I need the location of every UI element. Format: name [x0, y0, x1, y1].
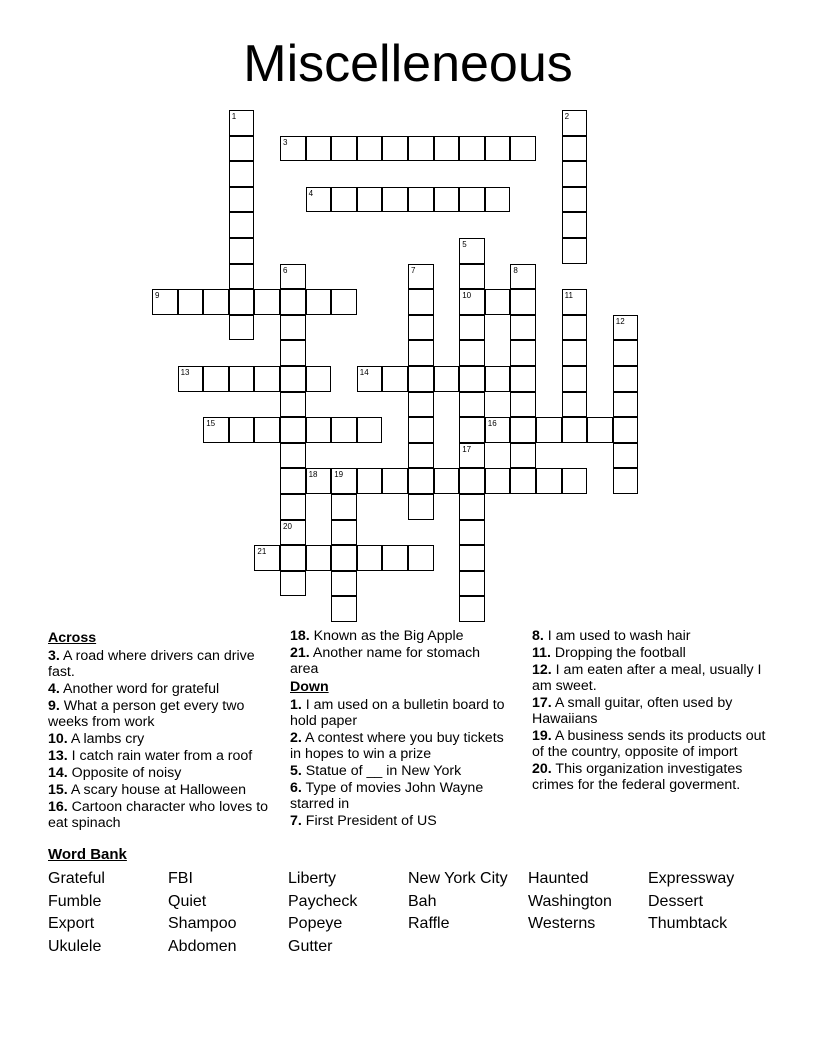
clue-number-label: 17.	[532, 695, 552, 711]
clue-text: Another name for stomach area	[290, 645, 481, 677]
word-bank-word: Ukulele	[48, 937, 102, 955]
across-clue	[48, 765, 278, 781]
grid-cell[interactable]	[306, 289, 332, 315]
puzzle-title: Miscelleneous	[243, 35, 573, 93]
grid-cell[interactable]	[408, 315, 434, 341]
across-heading: Across	[48, 630, 97, 646]
grid-cell[interactable]	[408, 264, 434, 290]
clue-number: 14	[359, 368, 369, 377]
clue-number-label: 14.	[48, 765, 68, 781]
grid-cell[interactable]	[331, 136, 357, 162]
grid-cell[interactable]	[613, 366, 639, 392]
grid-cell[interactable]	[306, 545, 332, 571]
grid-cell[interactable]	[562, 340, 588, 366]
clue-number: 16	[487, 419, 497, 429]
down-clue	[532, 662, 772, 694]
grid-cell[interactable]	[229, 161, 255, 187]
grid-cell[interactable]	[408, 340, 434, 366]
clue-number: 3	[283, 137, 288, 147]
clues-column-1	[48, 628, 278, 832]
grid-cell[interactable]	[562, 110, 588, 136]
down-clue	[532, 628, 772, 644]
clue-number: 2	[564, 112, 570, 121]
clue-number: 18	[308, 470, 318, 480]
clue-number: 17	[462, 444, 472, 454]
across-clue	[48, 698, 278, 730]
grid-cell[interactable]	[562, 289, 588, 315]
grid-cell[interactable]	[331, 289, 357, 315]
grid-cell[interactable]	[280, 289, 306, 315]
grid-cell[interactable]	[510, 417, 536, 443]
down-clue	[532, 645, 772, 661]
clue-number-label: 16.	[48, 799, 68, 815]
clue-number-label: 12.	[532, 662, 552, 678]
grid-cell[interactable]	[280, 392, 306, 418]
word-bank-word: Grateful	[48, 870, 105, 887]
grid-cell[interactable]	[485, 289, 511, 315]
grid-cell[interactable]	[485, 187, 511, 213]
grid-cell[interactable]	[254, 366, 280, 392]
down-clue-list-continued	[532, 628, 772, 793]
clue-number-label: 5.	[290, 763, 302, 779]
grid-cell[interactable]	[434, 187, 460, 213]
clue-number-label: 11.	[532, 645, 551, 661]
clue-text: Another word for grateful	[59, 681, 220, 697]
grid-cell[interactable]	[459, 136, 485, 162]
grid-cell[interactable]	[280, 571, 306, 597]
grid-cell[interactable]	[254, 289, 280, 315]
clue-text: Cartoon character who loves to eat spinach	[48, 799, 269, 831]
grid-cell[interactable]	[254, 417, 280, 443]
grid-cell[interactable]	[357, 468, 383, 494]
clue-number-label: 9.	[48, 698, 60, 714]
grid-cell[interactable]	[459, 238, 485, 264]
word-bank-word: Export	[48, 915, 95, 932]
clue-number: 5	[462, 240, 467, 249]
clue-number: 12	[615, 316, 625, 326]
word-bank-word: Raffle	[408, 915, 450, 932]
down-heading: Down	[290, 679, 329, 695]
grid-cell[interactable]	[306, 417, 332, 443]
clue-number: 1	[231, 112, 237, 121]
grid-cell[interactable]	[229, 110, 255, 136]
clue-number: 4	[308, 188, 314, 198]
clue-number-label: 21.	[290, 645, 310, 661]
grid-cell[interactable]	[331, 571, 357, 597]
grid-cell[interactable]	[280, 520, 306, 546]
grid-cell[interactable]	[459, 392, 485, 418]
across-clue	[48, 799, 278, 831]
grid-cell[interactable]	[562, 366, 588, 392]
grid-cell[interactable]	[510, 340, 536, 366]
clue-text: A small guitar, often used by Hawaiians	[532, 695, 733, 727]
grid-cell[interactable]	[459, 494, 485, 520]
clue-text: I am eaten after a meal, usually I am sweet.	[532, 662, 762, 694]
grid-cell[interactable]	[331, 545, 357, 571]
grid-cell[interactable]	[280, 417, 306, 443]
word-bank-word: Popeye	[288, 915, 343, 932]
across-clue	[48, 748, 278, 764]
clue-number-label: 20.	[532, 761, 552, 777]
clues-column-3	[532, 628, 772, 794]
grid-cell[interactable]	[254, 545, 280, 571]
grid-cell[interactable]	[536, 468, 562, 494]
grid-cell[interactable]	[613, 443, 639, 469]
clue-text: I am used on a bulletin board to hold paper	[290, 697, 505, 729]
grid-cell[interactable]	[613, 340, 639, 366]
clue-text: Opposite of noisy	[67, 765, 182, 781]
grid-cell[interactable]	[587, 417, 613, 443]
down-clue	[290, 730, 512, 762]
grid-cell[interactable]	[459, 340, 485, 366]
word-bank-word: Quiet	[168, 892, 207, 910]
word-bank-word: Washington	[528, 892, 612, 910]
grid-cell[interactable]	[280, 366, 306, 392]
grid-cell[interactable]	[434, 136, 460, 162]
down-clue	[290, 813, 512, 829]
grid-cell[interactable]	[408, 187, 434, 213]
down-clue	[290, 763, 512, 779]
across-clue-list-continued	[290, 628, 512, 677]
clue-number: 9	[155, 291, 160, 301]
clue-number-label: 19.	[532, 728, 552, 744]
clue-text: Known as the Big Apple	[309, 628, 464, 644]
word-bank-word: Gutter	[288, 937, 333, 955]
clue-number: 10	[462, 291, 472, 301]
grid-cell[interactable]	[203, 417, 229, 443]
down-clue	[290, 780, 512, 812]
clue-number: 13	[180, 368, 190, 377]
grid-cell[interactable]	[562, 212, 588, 238]
clue-number: 15	[206, 419, 216, 429]
down-clue	[290, 697, 512, 729]
grid-cell[interactable]	[357, 417, 383, 443]
grid-cell[interactable]	[459, 417, 485, 443]
grid-cell[interactable]	[331, 494, 357, 520]
across-clue-list	[48, 648, 278, 831]
across-clue	[48, 782, 278, 798]
grid-cell[interactable]	[280, 340, 306, 366]
grid-cell[interactable]	[357, 545, 383, 571]
grid-cell[interactable]	[562, 392, 588, 418]
grid-cell[interactable]	[613, 417, 639, 443]
grid-cell[interactable]	[510, 264, 536, 290]
word-bank-word: Westerns	[528, 915, 596, 932]
grid-cell[interactable]	[613, 315, 639, 341]
word-bank-word: Thumbtack	[648, 915, 728, 932]
clue-text: This organization investigates crimes for the federal goverment.	[532, 761, 743, 793]
across-clue	[48, 681, 278, 697]
clue-number-label: 4.	[48, 681, 60, 697]
grid-cell[interactable]	[229, 136, 255, 162]
grid-cell[interactable]	[280, 136, 306, 162]
grid-cell[interactable]	[459, 571, 485, 597]
clue-number: 6	[283, 265, 288, 275]
grid-cell[interactable]	[510, 315, 536, 341]
grid-cell[interactable]	[408, 366, 434, 392]
grid-cell[interactable]	[178, 289, 204, 315]
clue-number-label: 15.	[48, 782, 68, 798]
grid-cell[interactable]	[510, 136, 536, 162]
grid-cell[interactable]	[306, 366, 332, 392]
clue-number-label: 3.	[48, 648, 60, 664]
grid-cell[interactable]	[382, 366, 408, 392]
grid-cell[interactable]	[280, 494, 306, 520]
grid-cell[interactable]	[280, 468, 306, 494]
grid-cell[interactable]	[562, 136, 588, 162]
word-bank-word: Shampoo	[168, 915, 237, 932]
grid-cell[interactable]	[485, 417, 511, 443]
down-clue	[532, 761, 772, 793]
grid-cell[interactable]	[562, 417, 588, 443]
grid-cell[interactable]	[408, 468, 434, 494]
grid-cell[interactable]	[203, 289, 229, 315]
grid-cell[interactable]	[562, 468, 588, 494]
clue-number: 11	[564, 291, 573, 301]
grid-cell[interactable]	[536, 417, 562, 443]
word-bank-word: Dessert	[648, 892, 704, 910]
grid-cell[interactable]	[510, 468, 536, 494]
word-bank-heading: Word Bank	[48, 846, 127, 863]
clue-text: What a person get every two weeks from work	[48, 698, 245, 730]
grid-cell[interactable]	[306, 187, 332, 213]
grid-cell[interactable]	[459, 366, 485, 392]
word-bank-word: Liberty	[288, 870, 337, 887]
clue-text: A lambs cry	[67, 731, 145, 747]
grid-cell[interactable]	[306, 468, 332, 494]
grid-cell[interactable]	[510, 392, 536, 418]
grid-cell[interactable]	[485, 468, 511, 494]
clue-number-label: 18.	[290, 628, 310, 644]
grid-cell[interactable]	[459, 264, 485, 290]
grid-cell[interactable]	[357, 187, 383, 213]
grid-cell[interactable]	[331, 417, 357, 443]
grid-cell[interactable]	[408, 417, 434, 443]
grid-cell[interactable]	[331, 187, 357, 213]
word-bank-word: Expressway	[648, 870, 735, 887]
word-bank-word: Fumble	[48, 892, 102, 910]
word-bank-word: New York City	[408, 870, 508, 887]
grid-cell[interactable]	[613, 468, 639, 494]
word-bank-word: FBI	[168, 870, 193, 887]
clue-number: 20	[283, 521, 292, 531]
grid-cell[interactable]	[562, 161, 588, 187]
grid-cell[interactable]	[459, 545, 485, 571]
grid-cell[interactable]	[382, 468, 408, 494]
clues-column-2	[290, 628, 512, 830]
grid-cell[interactable]	[229, 366, 255, 392]
grid-cell[interactable]	[229, 212, 255, 238]
grid-cell[interactable]	[459, 520, 485, 546]
grid-cell[interactable]	[459, 289, 485, 315]
clue-number-label: 13.	[48, 748, 68, 764]
grid-cell[interactable]	[280, 315, 306, 341]
grid-cell[interactable]	[229, 264, 255, 290]
clue-text: A road where drivers can drive fast.	[48, 648, 255, 680]
clue-text: A business sends its products out of the country, opposite of import	[532, 728, 766, 760]
word-bank-word: Abdomen	[168, 937, 237, 955]
grid-cell[interactable]	[510, 289, 536, 315]
clue-number-label: 10.	[48, 731, 68, 747]
grid-cell[interactable]	[357, 366, 383, 392]
across-clue	[48, 648, 278, 680]
grid-cell[interactable]	[382, 545, 408, 571]
grid-cell[interactable]	[459, 443, 485, 469]
clue-text: A contest where you buy tickets in hopes to win a prize	[290, 730, 504, 762]
clue-text: A scary house at Halloween	[67, 782, 246, 798]
grid-cell[interactable]	[459, 468, 485, 494]
grid-cell[interactable]	[229, 315, 255, 341]
clue-number: 7	[411, 265, 416, 275]
grid-cell[interactable]	[280, 545, 306, 571]
grid-cell[interactable]	[178, 366, 204, 392]
grid-cell[interactable]	[408, 392, 434, 418]
down-clue-list	[290, 697, 512, 829]
grid-cell[interactable]	[562, 238, 588, 264]
grid-cell[interactable]	[434, 366, 460, 392]
grid-cell[interactable]	[613, 392, 639, 418]
grid-cell[interactable]	[434, 468, 460, 494]
clue-number-label: 6.	[290, 780, 302, 796]
grid-cell[interactable]	[459, 187, 485, 213]
grid-cell[interactable]	[485, 136, 511, 162]
clue-text: First President of US	[301, 813, 437, 829]
grid-cell[interactable]	[357, 136, 383, 162]
grid-cell[interactable]	[408, 494, 434, 520]
grid-cell[interactable]	[331, 520, 357, 546]
word-bank-word: Bah	[408, 892, 437, 910]
grid-cell[interactable]	[280, 264, 306, 290]
clue-number: 19	[334, 470, 344, 480]
grid-cell[interactable]	[562, 315, 588, 341]
clue-number-label: 8.	[532, 628, 544, 644]
grid-cell[interactable]	[229, 289, 255, 315]
grid-cell[interactable]	[331, 596, 357, 622]
grid-cell[interactable]	[485, 366, 511, 392]
grid-cell[interactable]	[510, 366, 536, 392]
grid-cell[interactable]	[306, 136, 332, 162]
grid-cell[interactable]	[331, 468, 357, 494]
grid-cell[interactable]	[203, 366, 229, 392]
grid-cell[interactable]	[459, 596, 485, 622]
grid-cell[interactable]	[459, 315, 485, 341]
grid-cell[interactable]	[408, 545, 434, 571]
clue-number: 21	[257, 547, 267, 557]
across-clue	[290, 645, 512, 677]
word-bank-word: Haunted	[528, 870, 589, 887]
word-bank-word: Paycheck	[288, 892, 358, 910]
clue-number: 8	[513, 265, 518, 275]
down-clue	[532, 695, 772, 727]
grid-cell[interactable]	[408, 289, 434, 315]
grid-cell[interactable]	[382, 136, 408, 162]
grid-cell[interactable]	[229, 238, 255, 264]
grid-cell[interactable]	[510, 443, 536, 469]
clue-number-label: 1.	[290, 697, 302, 713]
grid-cell[interactable]	[229, 187, 255, 213]
grid-cell[interactable]	[280, 443, 306, 469]
grid-cell[interactable]	[408, 443, 434, 469]
across-clue	[48, 731, 278, 747]
clue-number-label: 7.	[290, 813, 302, 829]
clue-number-label: 2.	[290, 730, 302, 746]
clue-text: I catch rain water from a roof	[67, 748, 253, 764]
grid-cell[interactable]	[152, 289, 178, 315]
grid-cell[interactable]	[229, 417, 255, 443]
across-clue	[290, 628, 512, 644]
grid-cell[interactable]	[562, 187, 588, 213]
down-clue	[532, 728, 772, 760]
grid-cell[interactable]	[408, 136, 434, 162]
clue-text: Statue of __ in New York	[301, 763, 462, 779]
clue-text: Type of movies John Wayne starred in	[290, 780, 484, 812]
grid-cell[interactable]	[382, 187, 408, 213]
clue-text: Dropping the football	[550, 645, 686, 661]
word-bank	[48, 868, 768, 958]
clue-text: I am used to wash hair	[543, 628, 691, 644]
